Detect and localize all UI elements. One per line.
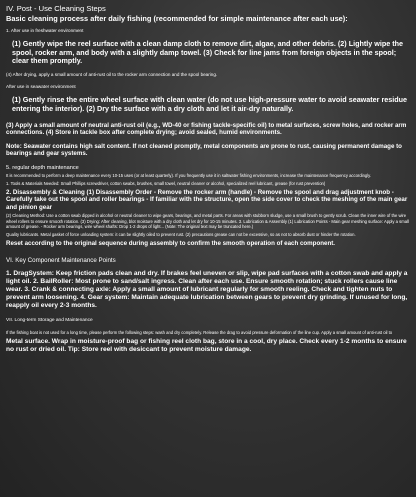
reassemble-note: Reset according to the original sequence during assembly to confirm the smooth operation of each component.	[6, 239, 336, 247]
freshwater-steps: (1) Gently wipe the reel surface with a clean damp cloth to remove dirt, algae, and other debris. (2) Lightly wipe the spool, rocker arm, and body with a slightly damp towel. (3) Check for line jams from foreign objects in the spool; clear them promptly.	[12, 39, 404, 66]
seawater-steps-b: (3) Apply a small amount of neutral anti-rust oil (e.g., WD-40 or fishing tackle-specific oil) to metal surfaces, screw holes, and rocker arm connections. (4) Store in tackle box after complete drying; avoid sealed, humid environments.	[6, 121, 407, 137]
freshwater-label: 1. After use in freshwater environment	[6, 27, 84, 33]
seawater-label: After use in seawater environment	[6, 84, 76, 90]
section4-intro: Basic cleaning process after daily fishing (recommended for simple maintenance after each use):	[6, 14, 348, 23]
disassembly-cleaning: 2. Disassembly & Cleaning (1) Disassembly Order - Remove the rocker arm (handle) - Remove the spool and drag adjustment knob - Carefully take out the spool and roller bearings - If familiar with the structure, open the side cover to check the meshing of the main gear and pinion gear	[6, 188, 408, 211]
section6-body: 1. DragSystem: Keep friction pads clean and dry. If brakes feel uneven or slip, wipe pad surfaces with a cotton swab and apply a light oil. 2. BailRoller: Most prone to sand/salt ingress. Clean after each use. Ensure smooth rotation; stuck rollers cause line wear. 3. Crank & connecting axle: Apply a small amount of lubricant regularly for smooth reeling. Check and tighten nuts to prevent arm loosening. 4. Gear system: Maintain adequate lubrication between gears to prevent dry grinding. If unused for long, reapply oil every 2-3 months.	[6, 270, 408, 309]
section5-title: 5. regular depth maintenance	[6, 165, 79, 172]
section7-intro: If the fishing boat is not used for a long time, please perform the following steps: wash and dry completely. Release the drag to avoid pressure deformation of the line cup. Apply a small amount of anti-rust oil to	[6, 330, 393, 336]
section5-intro: It is recommended to perform a deep maintenance every 10-15 uses (or at least quarterly). If you frequently use it in saltwater fishing environments, increase the maintenance frequency accordingly.	[6, 173, 372, 179]
section6-title: VI. Key Component Maintenance Points	[6, 257, 116, 265]
tools-materials: 1. Tools & Materials Needed: Small Phillips screwdriver, cotton swabs, brushes, small towel, neutral cleaner or alcohol, specialized reel lubricant, grease (for rust prevention)	[6, 181, 326, 187]
seawater-steps-a: (1) Gently rinse the entire wheel surface with clean water (do not use high-pressure water to avoid seawater residue entering the interior). (2) Dry the surface with a dry cloth and let it air-dry naturally.	[12, 95, 408, 113]
freshwater-step4: (4) After drying, apply a small amount of anti-rust oil to the rocker arm connection and the spool bearing.	[6, 71, 218, 77]
cleaning-method: (2) Cleaning Method: Use a cotton swab dipped in alcohol or neutral cleaner to wipe gears, bearings, and metal parts. For areas with stubborn sludge, use a small brush to gently scrub. Clean the inner wire of the wire wheel rollers to ensure smooth rotation. (3) Drying: After cleaning, blot moisture with a dry cloth and let dry for 10-15 minutes. 3. Lubrication & Assembly (1) Lubrication Points - Main gear meshing surface: Apply a small amount of grease. - Rocker arm bearings, wire wheel shafts: Drop 1-2 drops of light... (Note: The original text may be truncated here.)	[6, 213, 409, 230]
seawater-note: Note: Seawater contains high salt content. If not cleaned promptly, metal components are prone to rust, causing permanent damage to bearings and gear systems.	[6, 142, 402, 157]
quality-lubricants: Quality lubricants. Metal gasket of force unloading system: it can be slightly oiled to prevent rust. (2) precautions grease can not be excessive, so as not to absorb dust or hinder the rotation.	[6, 232, 356, 238]
section7-title: VII. Long-term Storage and Maintenance	[6, 317, 93, 323]
section4-title: IV. Post - Use Cleaning Steps	[6, 4, 106, 13]
section7-body: Metal surface. Wrap in moisture-proof bag or fishing reel cloth bag, store in a cool, dry place. Check every 1-2 months to ensure no rust or dried oil. Tip: Store reel with desiccant to prevent moisture damage.	[6, 337, 407, 353]
